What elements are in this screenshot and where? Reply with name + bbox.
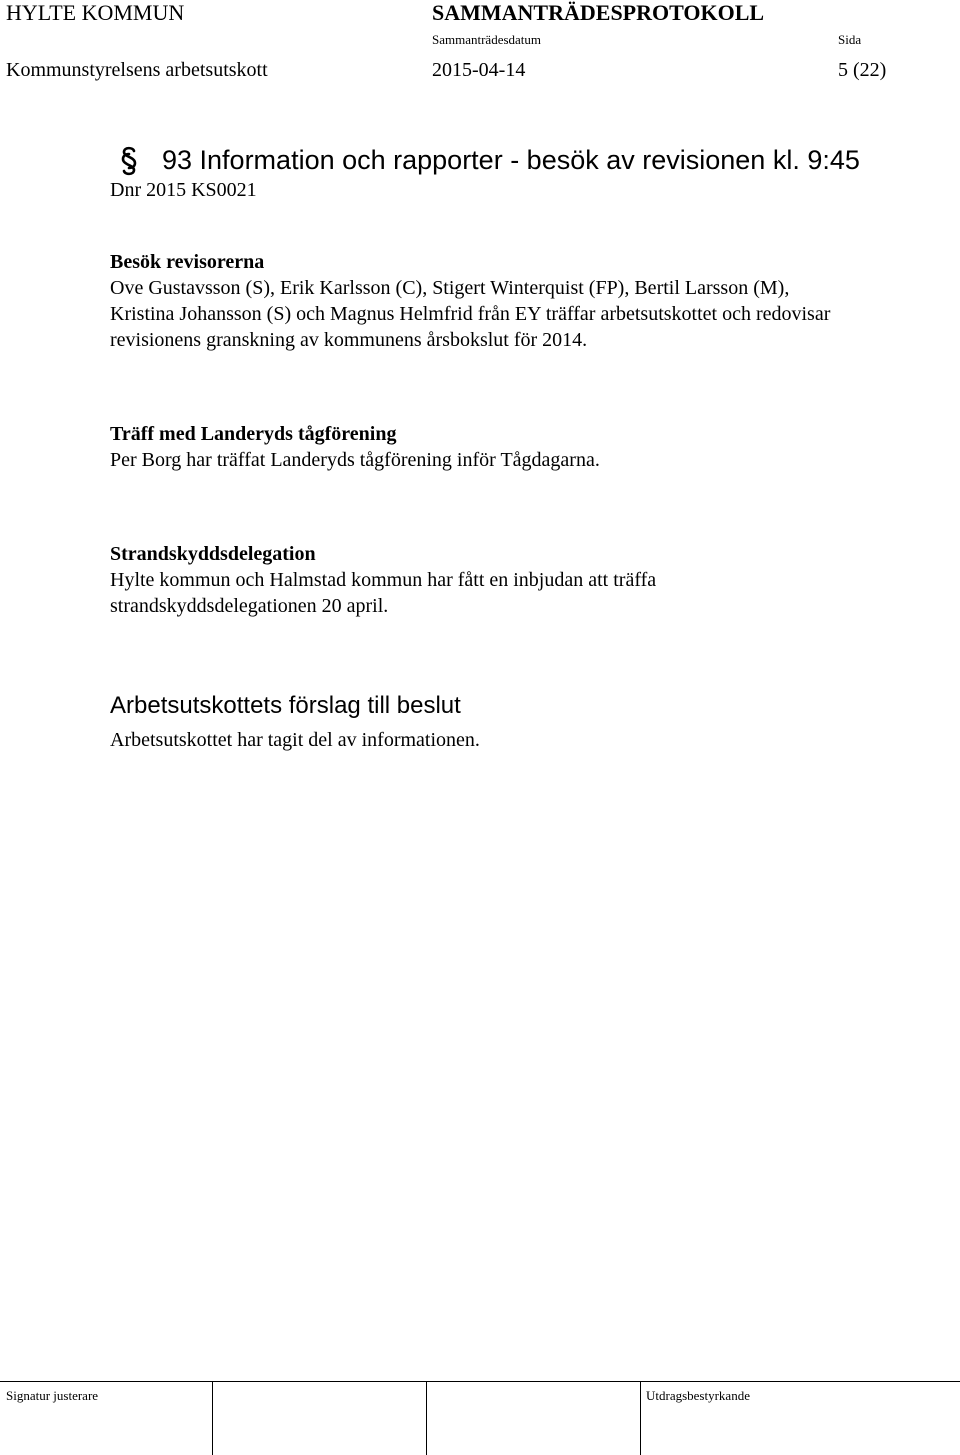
organization-name: HYLTE KOMMUN xyxy=(6,0,185,25)
body-line: Ove Gustavsson (S), Erik Karlsson (C), Stigert Winterquist (FP), Bertil Larsson (M), xyxy=(110,277,790,299)
section-heading: Besök revisorerna xyxy=(110,251,265,273)
section-body xyxy=(110,275,910,353)
section-heading: Strandskyddsdelegation xyxy=(110,543,316,565)
paragraph-sign-icon xyxy=(118,145,140,177)
proposal-heading: Arbetsutskottets förslag till beslut xyxy=(110,692,461,719)
section-heading: Träff med Landeryds tågförening xyxy=(110,423,397,445)
extract-certification-label: Utdragsbestyrkande xyxy=(646,1388,750,1403)
body-line: Kristina Johansson (S) och Magnus Helmfrid från EY träffar arbetsutskottet och redovisar xyxy=(110,303,831,325)
meeting-date-label: Sammanträdesdatum xyxy=(432,32,542,47)
section-body xyxy=(110,567,910,619)
body-line: Hylte kommun och Halmstad kommun har fått en inbjudan att träffa xyxy=(110,569,657,591)
body-line: Per Borg har träffat Landeryds tågförening inför Tågdagarna. xyxy=(110,449,600,471)
footer-divider xyxy=(640,1382,641,1455)
footer-divider xyxy=(426,1382,427,1455)
section-shore-protection xyxy=(110,541,910,619)
footer-divider xyxy=(212,1382,213,1455)
section-train-association xyxy=(110,421,910,473)
committee-name: Kommunstyrelsens arbetsutskott xyxy=(6,59,268,81)
signature-footer xyxy=(0,1381,960,1455)
page-label: Sida xyxy=(838,32,862,47)
case-number: Dnr 2015 KS0021 xyxy=(110,179,257,201)
proposal-text: Arbetsutskottet har tagit del av informationen. xyxy=(110,729,480,751)
item-heading: 93 Information och rapporter - besök av revisionen kl. 9:45 xyxy=(162,145,860,175)
body-line: strandskyddsdelegationen 20 april. xyxy=(110,595,389,617)
section-auditors-visit xyxy=(110,249,910,353)
body-line: revisionens granskning av kommunens årsbokslut för 2014. xyxy=(110,329,588,351)
signature-label: Signatur justerare xyxy=(6,1388,99,1403)
meeting-date: 2015-04-14 xyxy=(432,59,526,81)
section-body xyxy=(110,447,910,473)
document-type: SAMMANTRÄDESPROTOKOLL xyxy=(432,0,765,25)
page-number: 5 (22) xyxy=(838,59,887,81)
